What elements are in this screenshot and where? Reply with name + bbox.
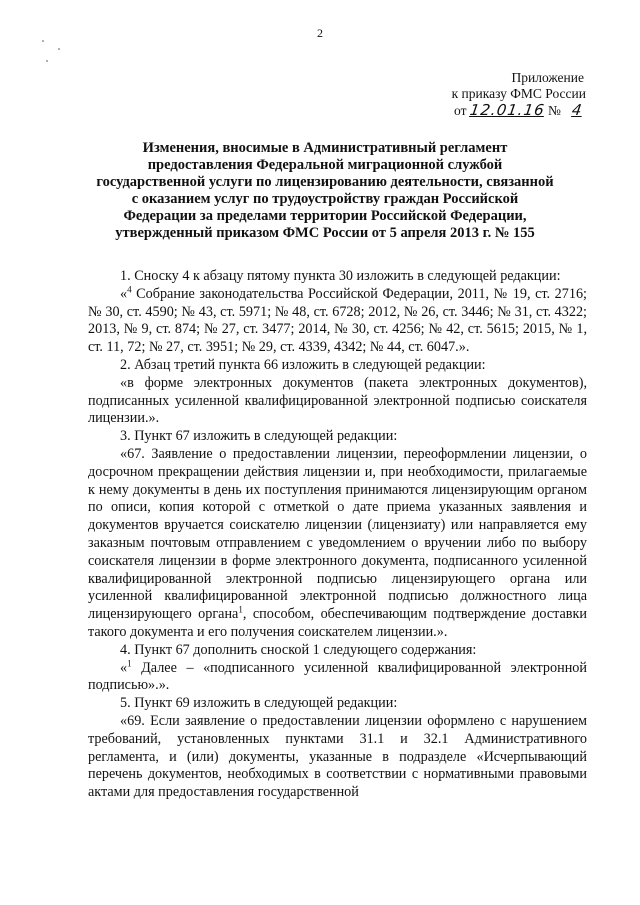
item-3-footnote-mark: 1	[238, 604, 243, 615]
item-4-quote	[88, 657, 587, 696]
item-5-quote: «69. Если заявление о предоставлении лицензии оформлено с нарушением требований, установленных пунктами 31.1 и 32.1 Административного регламента, и (или) документы, указанные в подразделе «Исчерпывающий перечень документов, необходимых в соответствии с нормативными правовыми актами для предоставления государственной	[88, 712, 587, 801]
item-3-quote-text-b: , способом, обеспечивающим подтверждение доставки такого документа и его получения соискателем лицензии.».	[88, 606, 587, 640]
item-1-quote-open: «	[120, 285, 128, 302]
stamp-order-reference: к приказу ФМС России	[451, 86, 586, 101]
item-1-quote-text: Собрание законодательства Российской Федерации, 2011, № 19, ст. 2716; № 30, ст. 4590; № 43, ст. 5971; № 48, ст. 6728; 2012, № 26, ст. 3446; № 31, ст. 4322; 2013, № 9, ст. 874; № 27, ст. 3477; 2014, № 30, ст. 4256; № 42, ст. 5615; 2015, № 1, ст. 11, 72; № 27, ст. 3951; № 29, ст. 4339, 4342; № 44, ст. 6047.».	[88, 285, 587, 356]
item-1-footnote-mark: 4	[127, 284, 132, 295]
scan-specks	[40, 40, 80, 80]
document-title: Изменения, вносимые в Административный регламент предоставления Федеральной миграционной службой государственной услуги по лицензированию деятельности, связанной с оказанием услуг по трудоустройству граждан Российской Федерации за пределами территории Российской Федерации, утвержденный приказом ФМС России от 5 апреля 2013 г. № 155	[96, 140, 554, 241]
item-2-quote: «в форме электронных документов (пакета электронных документов), подписанных усиленной квалифицированной электронной подписью соискателя лицензии.».	[88, 374, 587, 427]
appendix-stamp	[440, 70, 590, 119]
page-number: 2	[317, 26, 323, 40]
item-2-heading: 2. Абзац третий пункта 66 изложить в следующей редакции:	[120, 356, 486, 373]
stamp-appendix-label: Приложение	[511, 70, 584, 85]
handwritten-number: 4	[571, 101, 585, 119]
item-3-quote	[88, 446, 587, 642]
item-1-quote	[88, 286, 587, 357]
item-5-heading: 5. Пункт 69 изложить в следующей редакции:	[120, 695, 398, 712]
item-4-quote-open: «	[120, 659, 128, 676]
item-4-heading: 4. Пункт 67 дополнить сноской 1 следующего содержания:	[120, 641, 477, 658]
document-body	[88, 268, 587, 802]
item-1-heading: 1. Сноску 4 к абзацу пятому пункта 30 изложить в следующей редакции:	[120, 268, 561, 284]
stamp-date-prefix: от	[454, 103, 467, 118]
item-3-heading: 3. Пункт 67 изложить в следующей редакции:	[120, 428, 398, 445]
stamp-number-prefix: №	[548, 103, 561, 118]
handwritten-date: 12.01.16	[468, 101, 546, 119]
item-3-quote-text-a: «67. Заявление о предоставлении лицензии, переоформлении лицензии, о досрочном прекращении действия лицензии и, при необходимости, прилагаемые к нему документы в день их поступления принимаются лицензирующим органом по описи, копия которой с отметкой о дате приема указанных заявления и документов вручается соискателю лицензии (лицензиату) или направляется ему заказным почтовым отправлением с уведомлением о вручении либо по выбору соискателя лицензии в форме электронного документа, подписанного усиленной квалифицированной электронной подписью лицензирующего органа или усиленной квалифицированной электронной подписью должностного лица лицензирующего органа	[88, 445, 587, 623]
stamp-date-number-line	[440, 102, 590, 119]
item-4-quote-text: Далее – «подписанного усиленной квалифицированной электронной подписью».».	[88, 659, 587, 694]
item-4-footnote-mark: 1	[127, 657, 132, 668]
